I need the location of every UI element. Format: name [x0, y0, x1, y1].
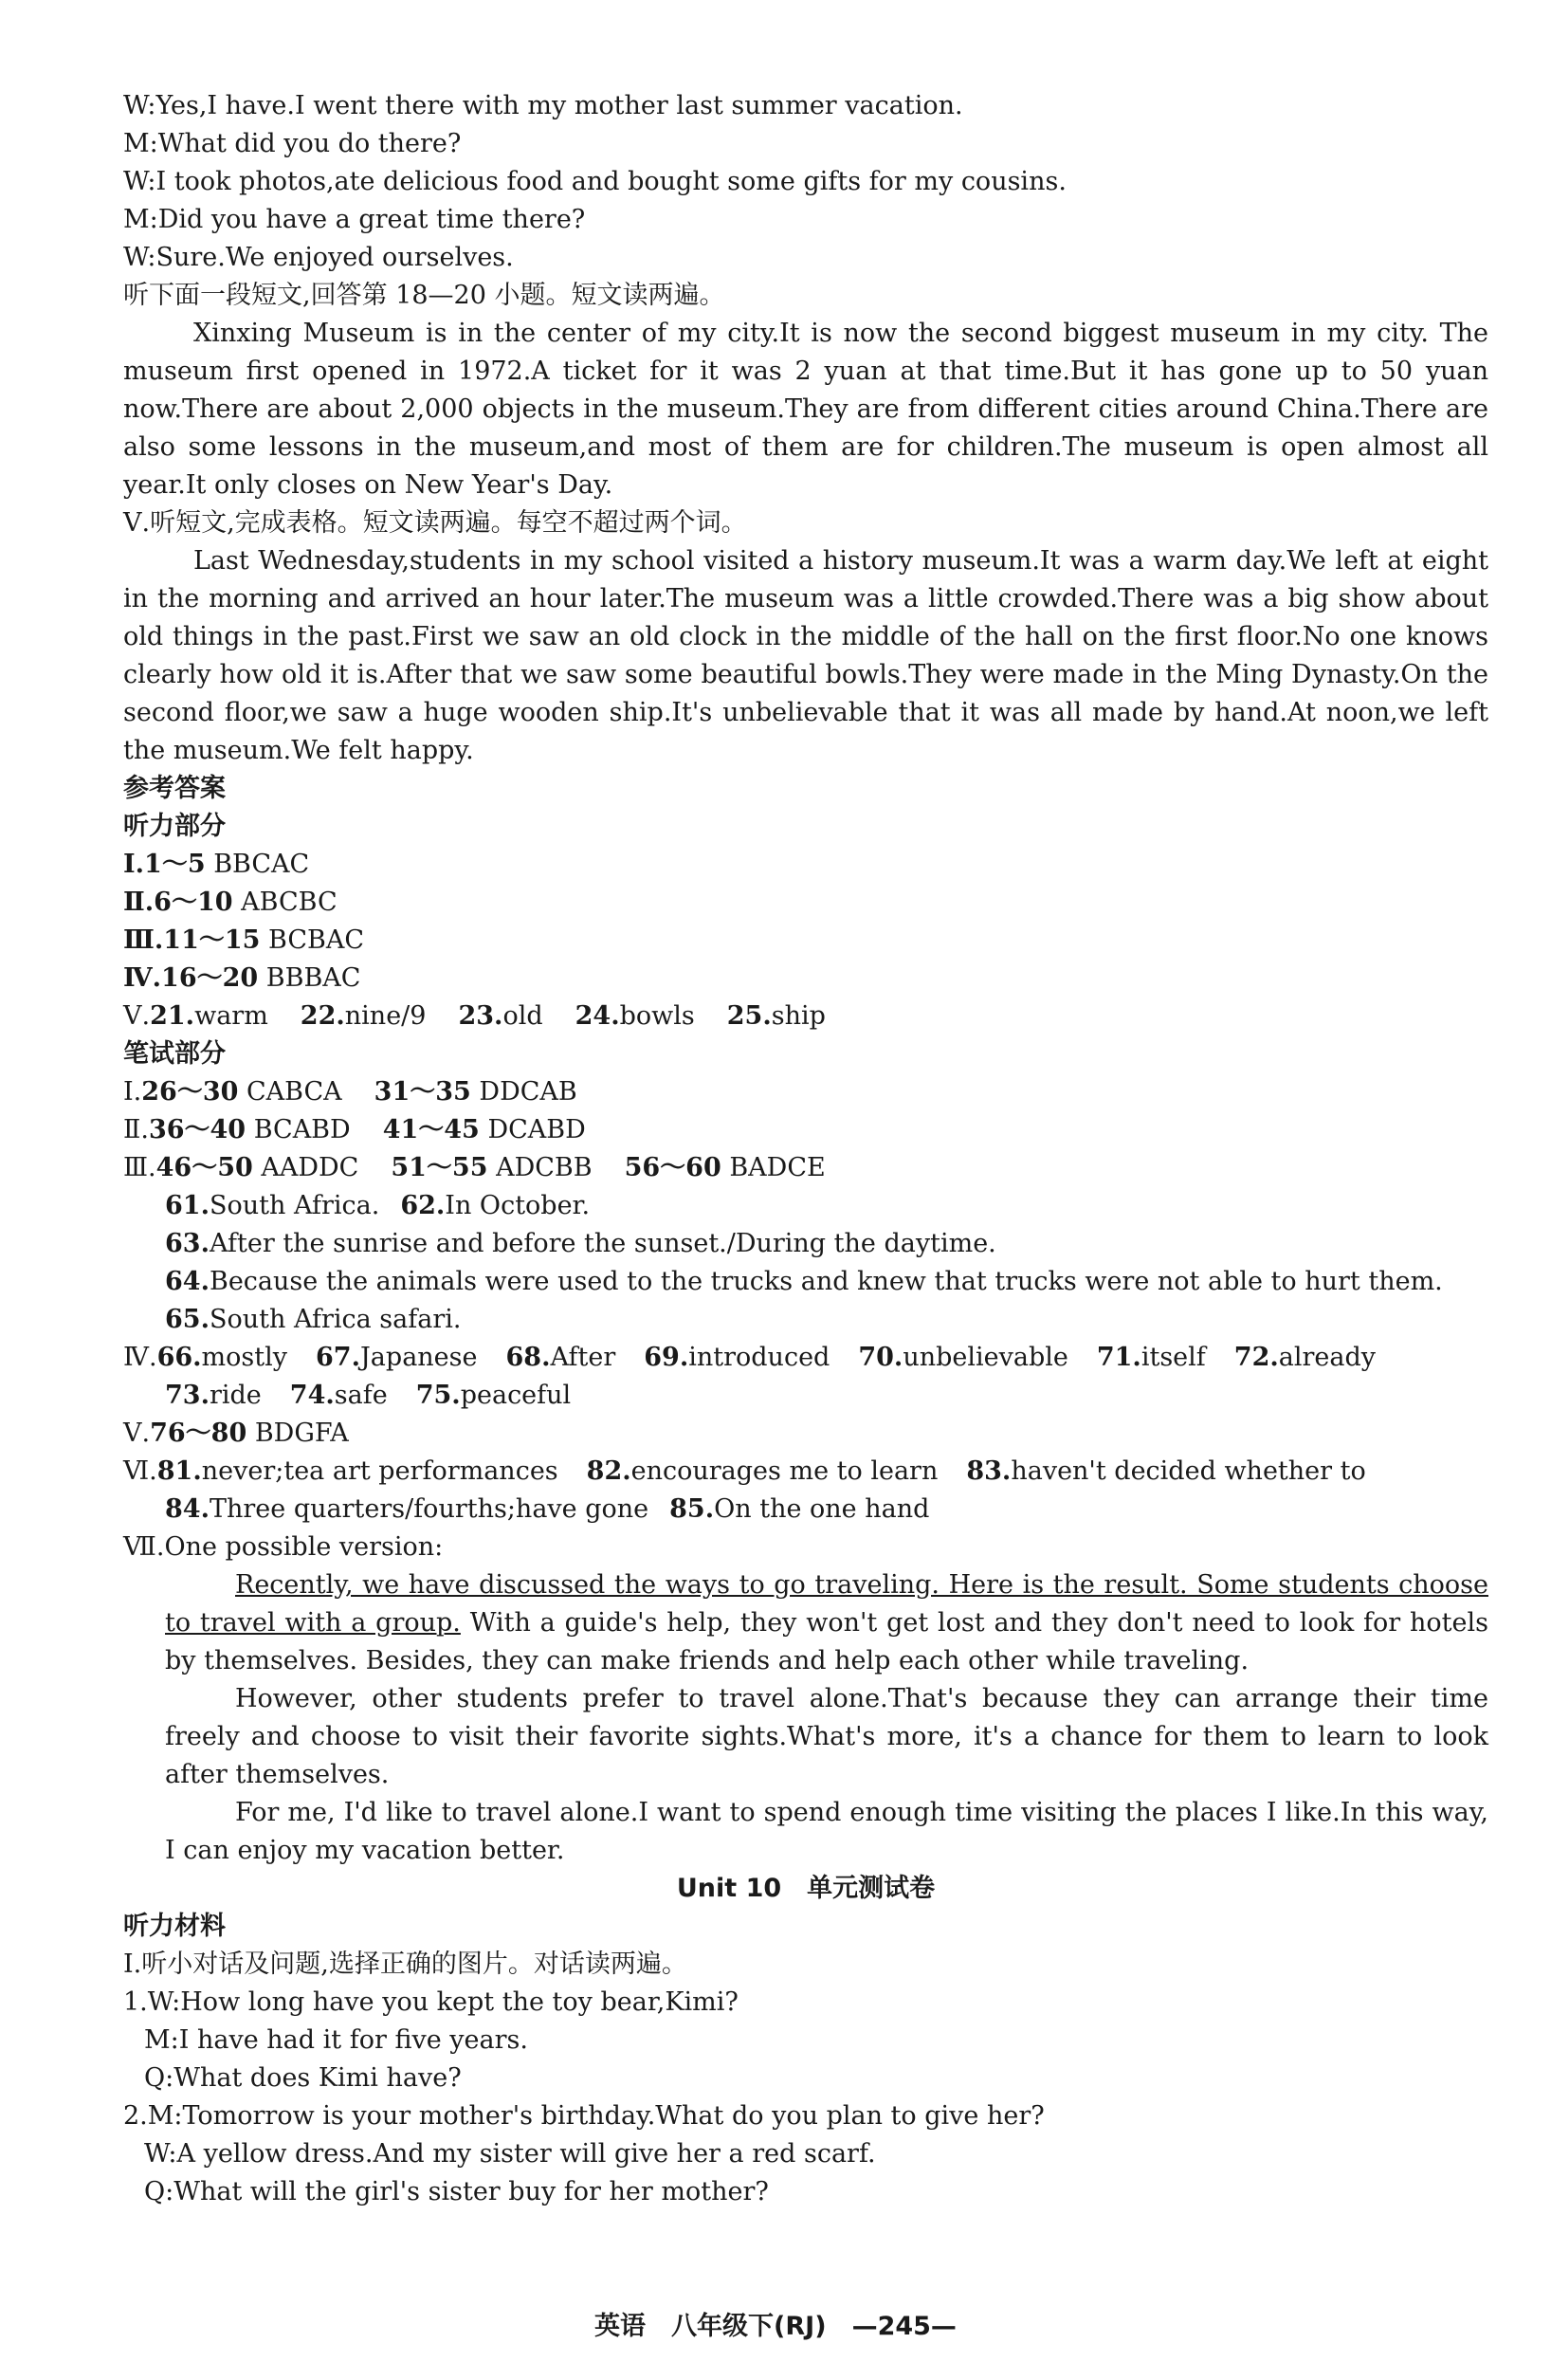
answer-63 — [123, 1225, 1488, 1263]
section-prefix: Ⅲ. — [123, 1153, 156, 1182]
essay-text: With a guide's help, they won't get lost and they don't need to look for hotels by themselves. Besides, they can make friends and help each other while traveling. — [165, 1608, 1488, 1675]
page-footer: 英语 八年级下(RJ) —245— — [594, 2312, 957, 2341]
item-num: 84. — [165, 1494, 210, 1524]
item-num: 21. — [150, 1001, 195, 1031]
answer-label: 31～35 — [374, 1077, 471, 1107]
item-num: 24. — [575, 1001, 620, 1031]
item-text: already — [1278, 1343, 1377, 1372]
essay-paragraph-2: However, other students prefer to travel alone.That's because they can arrange their time freely and choose to visit their favorite sights.What's more, it's a chance for them to learn to look after themselves. — [165, 1684, 1488, 1789]
answer-value: BBCAC — [213, 850, 310, 879]
item-num: 75. — [415, 1381, 461, 1410]
item-text: On the one hand — [714, 1494, 930, 1524]
item-text: introduced — [688, 1343, 830, 1372]
written-row-2 — [123, 1111, 1488, 1149]
answer-label: 56～60 — [624, 1153, 721, 1182]
answer-label: Ⅳ.16～20 — [123, 963, 259, 993]
item-text: unbelievable — [903, 1343, 1068, 1372]
listening-material-heading: 听力材料 — [123, 1912, 226, 1941]
item-num: 64. — [165, 1267, 210, 1296]
item-num: 74. — [289, 1381, 335, 1410]
item-text: After the sunrise and before the sunset./During the daytime. — [209, 1229, 996, 1258]
dialog-line: W:I took photos,ate delicious food and bought some gifts for my cousins. — [123, 167, 1067, 196]
item-text: bowls — [619, 1001, 695, 1031]
listening-answer-row — [123, 960, 1488, 998]
unit10-section1-instruction: Ⅰ.听小对话及问题,选择正确的图片。对话读两遍。 — [123, 1950, 687, 1979]
written-row-4 — [123, 1339, 1488, 1377]
item-text: old — [502, 1001, 543, 1031]
essay-underlined: Recently, we have discussed the ways to go traveling. Here is the result. Some students choose to travel with a group. — [165, 1570, 1488, 1638]
answer-value: BCABD — [253, 1115, 351, 1144]
item-num: 69. — [644, 1343, 689, 1372]
unit10-q1-line: Q:What does Kimi have? — [144, 2063, 462, 2093]
listening-answer-row — [123, 884, 1488, 922]
item-text: In October. — [445, 1191, 591, 1220]
item-num: 85. — [669, 1494, 715, 1524]
section-prefix: Ⅱ. — [123, 1115, 149, 1144]
item-num: 61. — [165, 1191, 210, 1220]
section-18-20-instruction: 听下面一段短文,回答第 18—20 小题。短文读两遍。 — [123, 281, 725, 310]
item-num: 25. — [726, 1001, 772, 1031]
written-row-4b — [123, 1377, 1488, 1415]
answer-value: ADCBB — [496, 1153, 593, 1182]
answer-label: Ⅰ.1～5 — [123, 850, 206, 879]
item-text: itself — [1140, 1343, 1206, 1372]
unit10-q2-line: W:A yellow dress.And my sister will give her a red scarf. — [144, 2139, 876, 2169]
section-18-20-text: Xinxing Museum is in the center of my city.It is now the second biggest museum in my city. The museum first opened in 1972.A ticket for it was 2 yuan at that time.But it has gone up to 50 yuan now.There are about 2,000 objects in the museum.They are from different cities around China.There are also some lessons in the museum,and most of them are for children.The museum is open almost all year.It only closes on New Year's Day. — [123, 319, 1488, 500]
written-row-6 — [123, 1453, 1488, 1491]
section-prefix: Ⅴ. — [123, 1001, 151, 1031]
answer-61-62 — [123, 1187, 1488, 1225]
answer-value: BDGFA — [254, 1419, 349, 1448]
written-row-3 — [123, 1149, 1488, 1187]
item-text: Three quarters/fourths;have gone — [209, 1494, 649, 1524]
unit10-q1-line: M:I have had it for five years. — [144, 2025, 528, 2055]
section-prefix: Ⅵ. — [123, 1456, 157, 1486]
section-prefix: Ⅶ. — [123, 1532, 165, 1562]
written-row-1 — [123, 1073, 1488, 1111]
answer-label: 51～55 — [391, 1153, 488, 1182]
written-row-7 — [123, 1529, 1488, 1566]
item-num: 83. — [966, 1456, 1012, 1486]
item-text: warm — [194, 1001, 268, 1031]
answer-64 — [123, 1263, 1488, 1301]
item-num: 73. — [165, 1381, 210, 1410]
answer-value: DCABD — [487, 1115, 586, 1144]
answer-label: Ⅱ.6～10 — [123, 888, 233, 917]
item-text: safe — [334, 1381, 388, 1410]
answer-value: BBBAC — [265, 963, 361, 993]
section-prefix: Ⅳ. — [123, 1343, 157, 1372]
answer-label: 41～45 — [382, 1115, 480, 1144]
section-v-text: Last Wednesday,students in my school visited a history museum.It was a warm day.We left at eight in the morning and arrived an hour later.The museum was a little crowded.There was a big show about old things in the past.First we saw an old clock in the middle of the hall on the first floor.No one knows clearly how old it is.After that we saw some beautiful bowls.They were made in the Ming Dynasty.On the second floor,we saw a huge wooden ship.It's unbelievable that it was all made by hand.At noon,we left the museum.We felt happy. — [123, 546, 1488, 765]
answer-value: BCBAC — [268, 925, 365, 955]
item-num: 68. — [505, 1343, 551, 1372]
dialog-line: M:Did you have a great time there? — [123, 205, 586, 234]
item-num: 65. — [165, 1305, 210, 1334]
listening-v-row — [123, 998, 1488, 1035]
answer-label: 76～80 — [150, 1419, 247, 1448]
section-v-instruction: Ⅴ.听短文,完成表格。短文读两遍。每空不超过两个词。 — [123, 508, 747, 538]
answer-label: 36～40 — [148, 1115, 246, 1144]
top-dialog — [123, 87, 1488, 277]
item-text: mostly — [201, 1343, 287, 1372]
item-text: South Africa safari. — [209, 1305, 462, 1334]
item-num: 63. — [165, 1229, 210, 1258]
item-text: ship — [771, 1001, 826, 1031]
item-text: never;tea art performances — [201, 1456, 558, 1486]
item-text: peaceful — [460, 1381, 572, 1410]
item-text: haven't decided whether to — [1011, 1456, 1366, 1486]
item-num: 81. — [156, 1456, 202, 1486]
answer-label: 46～50 — [155, 1153, 253, 1182]
answer-value: ABCBC — [241, 888, 338, 917]
unit10-q2-line: 2.M:Tomorrow is your mother's birthday.What do you plan to give her? — [123, 2101, 1045, 2131]
answer-label: Ⅲ.11～15 — [123, 925, 261, 955]
dialog-line: W:Sure.We enjoyed ourselves. — [123, 243, 514, 272]
item-text: nine/9 — [344, 1001, 427, 1031]
item-num: 67. — [316, 1343, 360, 1372]
written-row-5 — [123, 1415, 1488, 1453]
answer-label: 26～30 — [141, 1077, 239, 1107]
item-text: ride — [209, 1381, 262, 1410]
item-num: 62. — [400, 1191, 446, 1220]
unit-title: Unit 10 单元测试卷 — [676, 1874, 936, 1903]
answer-value: CABCA — [246, 1077, 342, 1107]
item-text: Because the animals were used to the trucks and knew that trucks were not able to hurt them. — [209, 1267, 1443, 1296]
item-text: One possible version: — [164, 1532, 444, 1562]
written-row-6b — [123, 1491, 1488, 1529]
listening-answer-row — [123, 846, 1488, 884]
section-prefix: Ⅰ. — [123, 1077, 142, 1107]
item-num: 66. — [156, 1343, 202, 1372]
listening-answer-row — [123, 922, 1488, 960]
item-num: 72. — [1233, 1343, 1279, 1372]
listening-heading: 听力部分 — [123, 812, 226, 841]
answer-value: DDCAB — [479, 1077, 577, 1107]
item-text: After — [550, 1343, 616, 1372]
item-num: 22. — [300, 1001, 345, 1031]
essay-paragraph-1 — [123, 1566, 1488, 1680]
answer-value: BADCE — [729, 1153, 826, 1182]
dialog-line: W:Yes,I have.I went there with my mother last summer vacation. — [123, 91, 963, 120]
essay-paragraph-3: For me, I'd like to travel alone.I want to spend enough time visiting the places I like.In this way, I can enjoy my vacation better. — [165, 1798, 1488, 1865]
unit10-q1-line: 1.W:How long have you kept the toy bear,Kimi? — [123, 1987, 739, 2017]
item-text: South Africa. — [209, 1191, 380, 1220]
item-text: encourages me to learn — [630, 1456, 939, 1486]
written-heading: 笔试部分 — [123, 1039, 226, 1069]
item-num: 71. — [1096, 1343, 1141, 1372]
answers-heading: 参考答案 — [123, 774, 226, 803]
answer-65 — [123, 1301, 1488, 1339]
section-prefix: Ⅴ. — [123, 1419, 151, 1448]
answer-value: AADDC — [261, 1153, 359, 1182]
dialog-line: M:What did you do there? — [123, 129, 462, 158]
item-num: 23. — [458, 1001, 503, 1031]
item-num: 70. — [858, 1343, 903, 1372]
item-text: Japanese — [359, 1343, 478, 1372]
unit10-q2-line: Q:What will the girl's sister buy for her mother? — [144, 2177, 769, 2206]
item-num: 82. — [586, 1456, 631, 1486]
